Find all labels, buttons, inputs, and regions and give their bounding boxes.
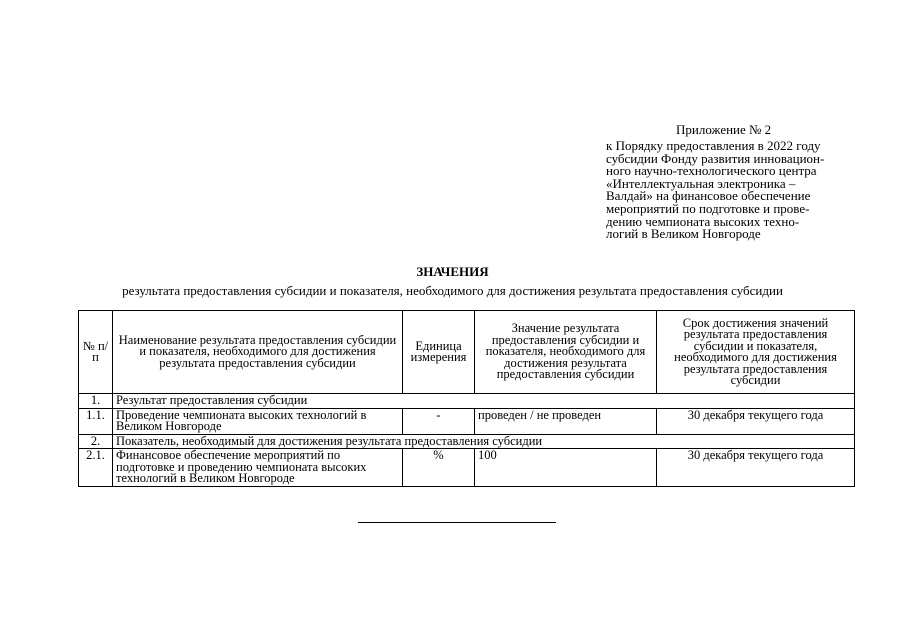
appendix-line: логий в Великом Новгороде [606,226,761,242]
row-value: проведен / не проведен [475,408,657,434]
section-num: 2. [79,434,113,449]
section-row [79,434,855,449]
appendix-line: дению чемпионата высоких техно- [606,213,800,229]
appendix-title: Приложение № 2 [676,122,772,137]
section-title: Результат предоставления субсидии [113,394,855,409]
header-name: Наименование результата предоставления субсидии и показателя, необходимого для достижения результата предоставления субсидии [113,311,403,394]
row-value: 100 [475,449,657,487]
row-unit: - [403,408,475,434]
appendix-description [606,140,856,241]
table-header-row [79,311,855,394]
row-num: 2.1. [79,449,113,487]
row-name: Финансовое обеспечение мероприятий по подготовке и проведению чемпионата высоких технологий в Великом Новгороде [113,449,403,487]
section-title: Показатель, необходимый для достижения результата предоставления субсидии [113,434,855,449]
header-unit: Единица измерения [403,311,475,394]
document-heading: ЗНАЧЕНИЯ [416,264,489,279]
appendix-line: Валдай» на финансовое обеспечение [606,188,811,204]
appendix-line: субсидии Фонду развития инновацион- [606,150,825,166]
row-name: Проведение чемпионата высоких технологий в Великом Новгороде [113,408,403,434]
header-value: Значение результата предоставления субсидии и показателя, необходимого для достижения результата предоставления субсидии [475,311,657,394]
section-row [79,394,855,409]
section-num: 1. [79,394,113,409]
table-row [79,408,855,434]
appendix-line: ного научно-технологического центра [606,163,817,179]
end-divider [358,522,556,523]
results-table [78,310,855,487]
row-num: 1.1. [79,408,113,434]
appendix-line: к Порядку предоставления в 2022 году [606,138,821,153]
row-deadline: 30 декабря текущего года [657,408,855,434]
appendix-line: «Интеллектуальная электроника – [606,175,796,191]
row-deadline: 30 декабря текущего года [657,449,855,487]
header-deadline: Срок достижения значений результата предоставления субсидии и показателя, необходимого для достижения результата предоставления субсидии [657,311,855,394]
document-subheading: результата предоставления субсидии и показателя, необходимого для достижения результата предоставления субсидии [122,283,783,298]
header-num: № п/п [79,311,113,394]
appendix-line: мероприятий по подготовке и прове- [606,200,810,216]
table-row [79,449,855,487]
row-unit: % [403,449,475,487]
